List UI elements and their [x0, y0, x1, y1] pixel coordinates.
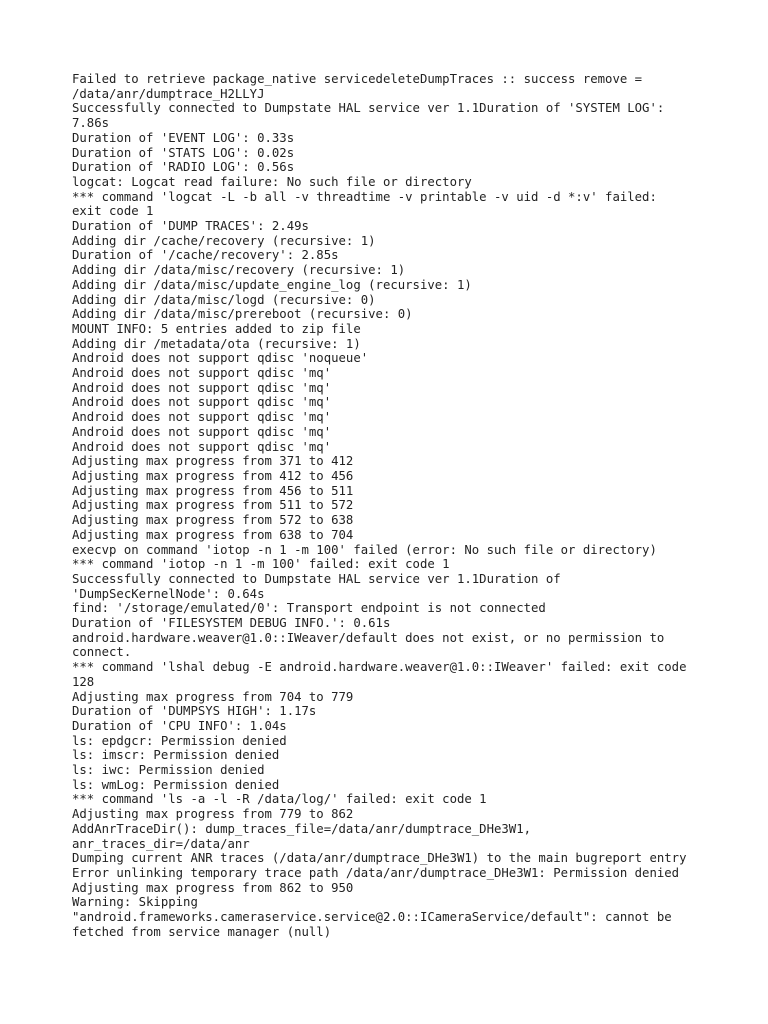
log-line: find: '/storage/emulated/0': Transport endpoint is not connected: [72, 601, 546, 616]
log-line: Adjusting max progress from 511 to 572: [72, 498, 354, 513]
log-line: Adding dir /cache/recovery (recursive: 1): [72, 233, 376, 248]
log-line: Adjusting max progress from 862 to 950: [72, 880, 354, 895]
log-line: Android does not support qdisc 'mq': [72, 395, 332, 410]
log-line: fetched from service manager (null): [72, 924, 332, 939]
log-line: *** command 'iotop -n 1 -m 100' failed: exit code 1: [72, 557, 450, 572]
log-line: 7.86s: [72, 116, 110, 131]
log-line: Duration of 'FILESYSTEM DEBUG INFO.': 0.61s: [72, 616, 391, 631]
log-line: Duration of 'CPU INFO': 1.04s: [72, 718, 287, 733]
log-line: Duration of '/cache/recovery': 2.85s: [72, 248, 339, 263]
log-line: Adding dir /data/misc/recovery (recursive: 1): [72, 263, 406, 278]
log-line: *** command 'logcat -L -b all -v threadtime -v printable -v uid -d *:v' failed:: [72, 189, 657, 204]
log-line: Duration of 'RADIO LOG': 0.56s: [72, 160, 295, 175]
log-line: Adjusting max progress from 456 to 511: [72, 483, 354, 498]
log-line: anr_traces_dir=/data/anr: [72, 836, 250, 851]
log-line: ls: imscr: Permission denied: [72, 748, 280, 763]
log-line: Android does not support qdisc 'mq': [72, 439, 332, 454]
log-line: 128: [72, 674, 95, 689]
log-line: Android does not support qdisc 'mq': [72, 380, 332, 395]
log-line: Android does not support qdisc 'mq': [72, 410, 332, 425]
log-output: [72, 72, 712, 939]
log-line: AddAnrTraceDir(): dump_traces_file=/data/anr/dumptrace_DHe3W1,: [72, 821, 532, 836]
log-line: 'DumpSecKernelNode': 0.64s: [72, 586, 265, 601]
log-line: Successfully connected to Dumpstate HAL service ver 1.1Duration of: [72, 571, 561, 586]
log-line: Duration of 'EVENT LOG': 0.33s: [72, 130, 295, 145]
log-line: Duration of 'DUMP TRACES': 2.49s: [72, 219, 309, 234]
log-line: "android.frameworks.cameraservice.service@2.0::ICameraService/default": cannot be: [72, 910, 672, 925]
log-line: logcat: Logcat read failure: No such file or directory: [72, 174, 472, 189]
log-line: Adjusting max progress from 371 to 412: [72, 454, 354, 469]
log-line: *** command 'lshal debug -E android.hardware.weaver@1.0::IWeaver' failed: exit code: [72, 660, 687, 675]
log-line: Adjusting max progress from 704 to 779: [72, 689, 354, 704]
log-line: android.hardware.weaver@1.0::IWeaver/default does not exist, or no permission to: [72, 630, 665, 645]
log-line: Adding dir /metadata/ota (recursive: 1): [72, 336, 361, 351]
log-line: Android does not support qdisc 'noqueue': [72, 351, 369, 366]
log-line: Duration of 'STATS LOG': 0.02s: [72, 145, 295, 160]
log-line: ls: epdgcr: Permission denied: [72, 733, 287, 748]
log-line: Adjusting max progress from 638 to 704: [72, 527, 354, 542]
log-line: Android does not support qdisc 'mq': [72, 424, 332, 439]
log-line: Adding dir /data/misc/prereboot (recursive: 0): [72, 307, 413, 322]
log-line: *** command 'ls -a -l -R /data/log/' failed: exit code 1: [72, 792, 487, 807]
log-line: /data/anr/dumptrace_H2LLYJ: [72, 86, 265, 101]
log-line: Failed to retrieve package_native servicedeleteDumpTraces :: success remove =: [72, 72, 643, 86]
log-line: ls: wmLog: Permission denied: [72, 777, 280, 792]
log-line: Warning: Skipping: [72, 895, 198, 910]
log-line: Android does not support qdisc 'mq': [72, 366, 332, 381]
log-line: connect.: [72, 645, 132, 660]
log-line: Adding dir /data/misc/logd (recursive: 0): [72, 292, 376, 307]
log-line: Successfully connected to Dumpstate HAL service ver 1.1Duration of 'SYSTEM LOG':: [72, 101, 665, 116]
log-line: Duration of 'DUMPSYS HIGH': 1.17s: [72, 704, 317, 719]
log-line: ls: iwc: Permission denied: [72, 763, 265, 778]
log-line: Adjusting max progress from 779 to 862: [72, 807, 354, 822]
log-line: Dumping current ANR traces (/data/anr/dumptrace_DHe3W1) to the main bugreport entry: [72, 851, 687, 866]
log-line: Adjusting max progress from 412 to 456: [72, 468, 354, 483]
log-line: execvp on command 'iotop -n 1 -m 100' failed (error: No such file or directory): [72, 542, 657, 557]
log-line: Adding dir /data/misc/update_engine_log (recursive: 1): [72, 277, 472, 292]
log-line: Error unlinking temporary trace path /data/anr/dumptrace_DHe3W1: Permission denied: [72, 865, 680, 880]
log-line: Adjusting max progress from 572 to 638: [72, 513, 354, 528]
log-line: MOUNT INFO: 5 entries added to zip file: [72, 321, 361, 336]
log-line: exit code 1: [72, 204, 154, 219]
